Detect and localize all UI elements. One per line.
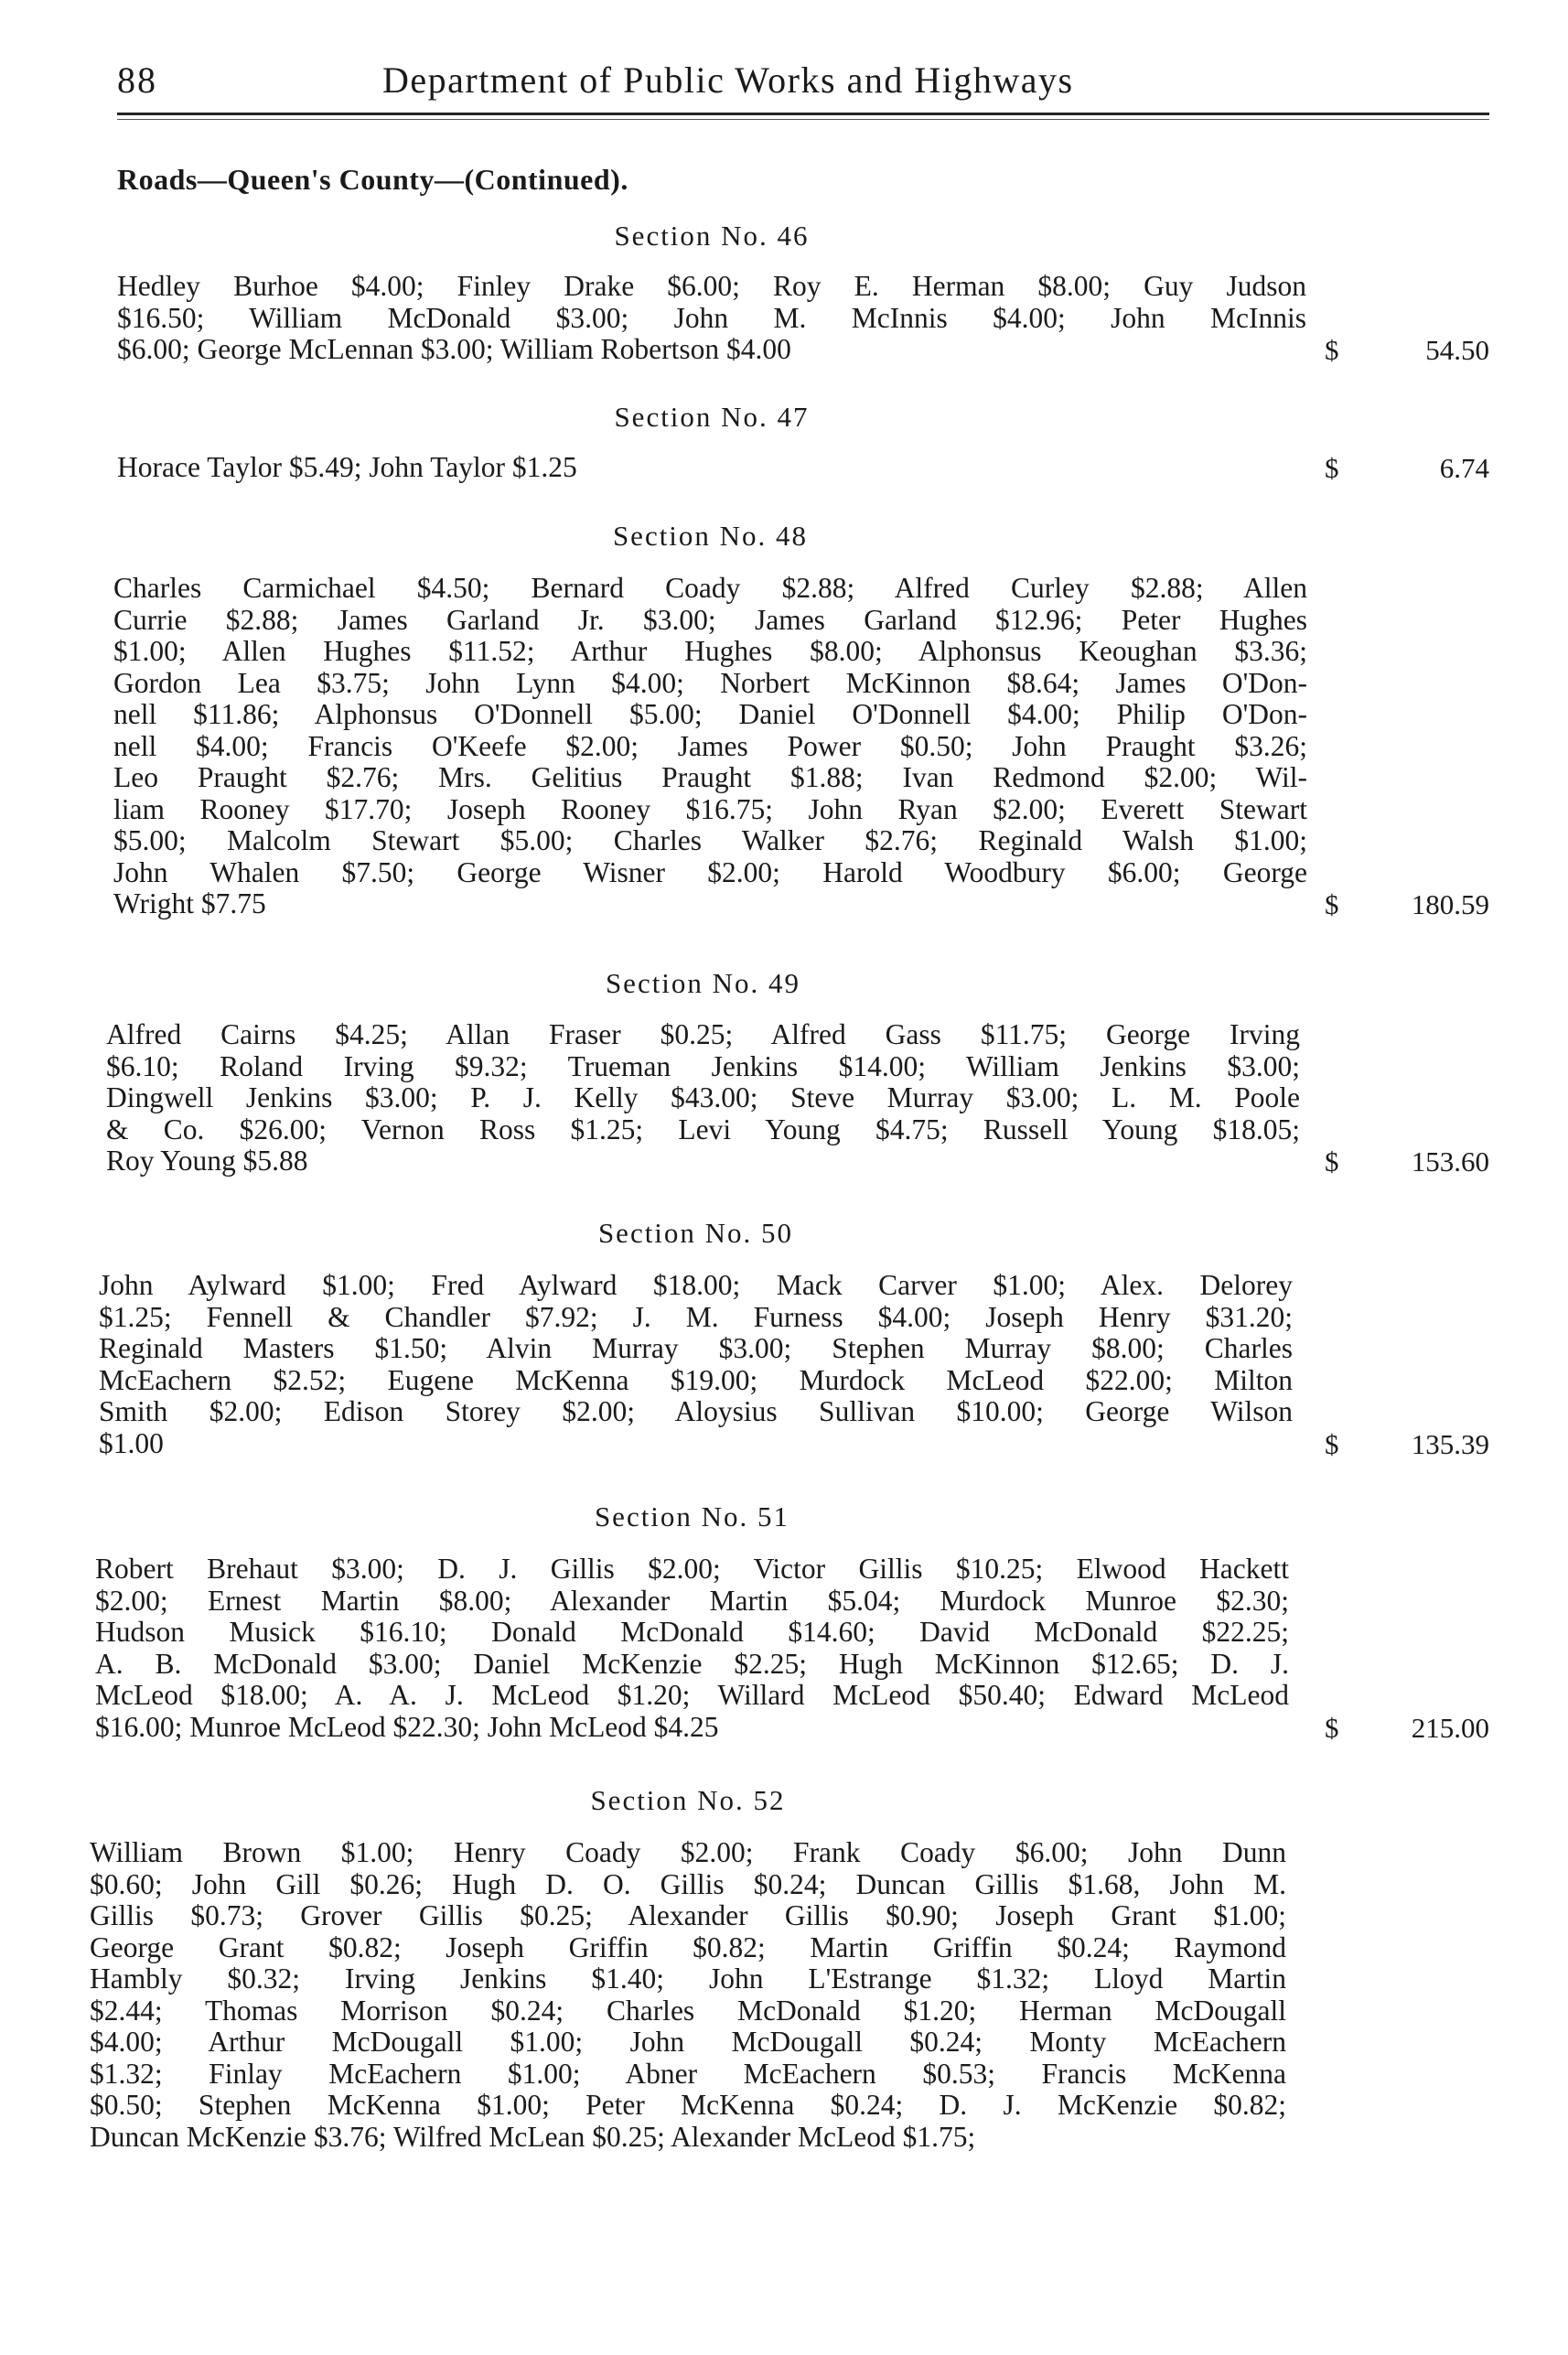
- currency-sign: $: [1325, 1427, 1339, 1460]
- section-title: Section No. 47: [614, 401, 810, 433]
- entry-line: liam Rooney $17.70; Joseph Rooney $16.75; John Ryan $2.00; Everett Stewart: [113, 792, 1307, 825]
- entry-line: $1.00; Allen Hughes $11.52; Arthur Hughes $8.00; Alphonsus Keoughan $3.36;: [113, 635, 1307, 667]
- section-title: Section No. 48: [612, 520, 809, 552]
- entry-line: Gillis $0.73; Grover Gillis $0.25; Alexander Gillis $0.90; Joseph Grant $1.00;: [90, 1899, 1286, 1931]
- entry-line: $2.44; Thomas Morrison $0.24; Charles McDonald $1.20; Herman McDougall: [90, 1994, 1286, 2027]
- entry-line: Gordon Lea $3.75; John Lynn $4.00; Norbert McKinnon $8.64; James O'Don-: [113, 666, 1307, 699]
- entry-line: John Whalen $7.50; George Wisner $2.00; Harold Woodbury $6.00; George: [113, 855, 1307, 888]
- section-title: Section No. 51: [594, 1500, 790, 1532]
- section-total: 135.39: [1411, 1427, 1489, 1460]
- section-total: 6.74: [1439, 452, 1489, 484]
- entry-line: Robert Brehaut $3.00; D. J. Gillis $2.00; Victor Gillis $10.25; Elwood Hackett: [95, 1553, 1289, 1585]
- entry-line: William Brown $1.00; Henry Coady $2.00; Frank Coady $6.00; John Dunn: [90, 1836, 1286, 1868]
- entry-line: Hedley Burhoe $4.00; Finley Drake $6.00; Roy E. Herman $8.00; Guy Judson: [117, 270, 1306, 302]
- entry-line-text: Roy Young $5.88: [106, 1145, 308, 1177]
- section-total: 180.59: [1411, 888, 1489, 920]
- section-total: 215.00: [1411, 1711, 1489, 1744]
- entry-line: McEachern $2.52; Eugene McKenna $19.00; Murdock McLeod $22.00; Milton: [99, 1363, 1293, 1396]
- section-title: Section No. 49: [605, 967, 801, 999]
- entry-line: Leo Praught $2.76; Mrs. Gelitius Praught $1.88; Ivan Redmond $2.00; Wil-: [113, 761, 1307, 793]
- section-title: Section No. 50: [597, 1217, 794, 1249]
- entry-line: [95, 1712, 1289, 1744]
- section-title: Section No. 52: [590, 1784, 786, 1816]
- entry-line-text: $1.00: [99, 1426, 164, 1459]
- entry-line: $16.50; William McDonald $3.00; John M. McInnis $4.00; John McInnis: [117, 301, 1306, 334]
- entry-line: George Grant $0.82; Joseph Griffin $0.82; Martin Griffin $0.24; Raymond: [90, 1930, 1286, 1963]
- entry-line: A. B. McDonald $3.00; Daniel McKenzie $2.25; Hugh McKinnon $12.65; D. J.: [95, 1647, 1289, 1680]
- section-entry: [106, 1019, 1300, 1178]
- entry-line: nell $11.86; Alphonsus O'Donnell $5.00; Daniel O'Donnell $4.00; Philip O'Don-: [113, 698, 1307, 730]
- entry-line-text: Wright $7.75: [113, 887, 266, 919]
- entry-line: Alfred Cairns $4.25; Allan Fraser $0.25; Alfred Gass $11.75; George Irving: [106, 1018, 1300, 1050]
- entry-line: [113, 888, 1307, 920]
- section-entry: [113, 573, 1307, 920]
- entry-line: Hambly $0.32; Irving Jenkins $1.40; John L'Estrange $1.32; Lloyd Martin: [90, 1962, 1286, 1995]
- entry-line: [99, 1428, 1293, 1460]
- entry-line: $0.60; John Gill $0.26; Hugh D. O. Gillis $0.24; Duncan Gillis $1.68, John M.: [90, 1867, 1286, 1900]
- page-header: [117, 55, 1489, 110]
- currency-sign: $: [1325, 888, 1339, 920]
- entry-line: Currie $2.88; James Garland Jr. $3.00; James Garland $12.96; Peter Hughes: [113, 603, 1307, 636]
- entry-line: Charles Carmichael $4.50; Bernard Coady $2.88; Alfred Curley $2.88; Allen: [113, 572, 1307, 604]
- entry-line: $0.50; Stephen McKenna $1.00; Peter McKenna $0.24; D. J. McKenzie $0.82;: [90, 2089, 1286, 2121]
- entry-line: $5.00; Malcolm Stewart $5.00; Charles Walker $2.76; Reginald Walsh $1.00;: [113, 824, 1307, 856]
- entry-line: Dingwell Jenkins $3.00; P. J. Kelly $43.00; Steve Murray $3.00; L. M. Poole: [106, 1081, 1300, 1113]
- entry-line-text: Horace Taylor $5.49; John Taylor $1.25: [117, 451, 577, 483]
- section-entry: [117, 271, 1306, 366]
- section-heading: Roads—Queen's County—(Continued).: [117, 163, 628, 196]
- entry-line: & Co. $26.00; Vernon Ross $1.25; Levi Young $4.75; Russell Young $18.05;: [106, 1113, 1300, 1145]
- entry-line: Reginald Masters $1.50; Alvin Murray $3.00; Stephen Murray $8.00; Charles: [99, 1332, 1293, 1364]
- section-total: 54.50: [1425, 334, 1489, 366]
- section-title: Section No. 46: [614, 220, 810, 252]
- currency-sign: $: [1325, 1145, 1339, 1178]
- header-rule-thin: [117, 119, 1489, 120]
- entry-line: John Aylward $1.00; Fred Aylward $18.00; Mack Carver $1.00; Alex. Delorey: [99, 1269, 1293, 1301]
- currency-sign: $: [1325, 452, 1339, 484]
- page-number: 88: [117, 59, 157, 101]
- entry-line: McLeod $18.00; A. A. J. McLeod $1.20; Willard McLeod $50.40; Edward McLeod: [95, 1679, 1289, 1711]
- entry-line: [106, 1145, 1300, 1178]
- entry-line: nell $4.00; Francis O'Keefe $2.00; James Power $0.50; John Praught $3.26;: [113, 729, 1307, 762]
- entry-line-text: $16.00; Munroe McLeod $22.30; John McLeod $4.25: [95, 1710, 719, 1743]
- running-title: Department of Public Works and Highways: [382, 59, 1074, 101]
- section-total: 153.60: [1411, 1145, 1489, 1178]
- entry-line: [117, 452, 1306, 484]
- currency-sign: $: [1325, 1711, 1339, 1744]
- entry-line: $4.00; Arthur McDougall $1.00; John McDougall $0.24; Monty McEachern: [90, 2026, 1286, 2058]
- entry-line: $2.00; Ernest Martin $8.00; Alexander Martin $5.04; Murdock Munroe $2.30;: [95, 1584, 1289, 1617]
- entry-line: [117, 334, 1306, 366]
- entry-line: $1.25; Fennell & Chandler $7.92; J. M. Furness $4.00; Joseph Henry $31.20;: [99, 1300, 1293, 1333]
- entry-line: Hudson Musick $16.10; Donald McDonald $14.60; David McDonald $22.25;: [95, 1616, 1289, 1648]
- currency-sign: $: [1325, 334, 1339, 366]
- section-entry: [117, 452, 1306, 484]
- header-rule: [117, 113, 1489, 115]
- section-entry: [90, 1837, 1286, 2153]
- entry-line: $1.32; Finlay McEachern $1.00; Abner McEachern $0.53; Francis McKenna: [90, 2057, 1286, 2090]
- entry-line: $6.10; Roland Irving $9.32; Trueman Jenkins $14.00; William Jenkins $3.00;: [106, 1049, 1300, 1082]
- entry-line-text: $6.00; George McLennan $3.00; William Robertson $4.00: [117, 333, 791, 365]
- entry-line: Smith $2.00; Edison Storey $2.00; Aloysius Sullivan $10.00; George Wilson: [99, 1395, 1293, 1427]
- section-entry: [95, 1554, 1289, 1743]
- section-entry: [99, 1270, 1293, 1459]
- entry-line: Duncan McKenzie $3.76; Wilfred McLean $0.25; Alexander McLeod $1.75;: [90, 2120, 976, 2153]
